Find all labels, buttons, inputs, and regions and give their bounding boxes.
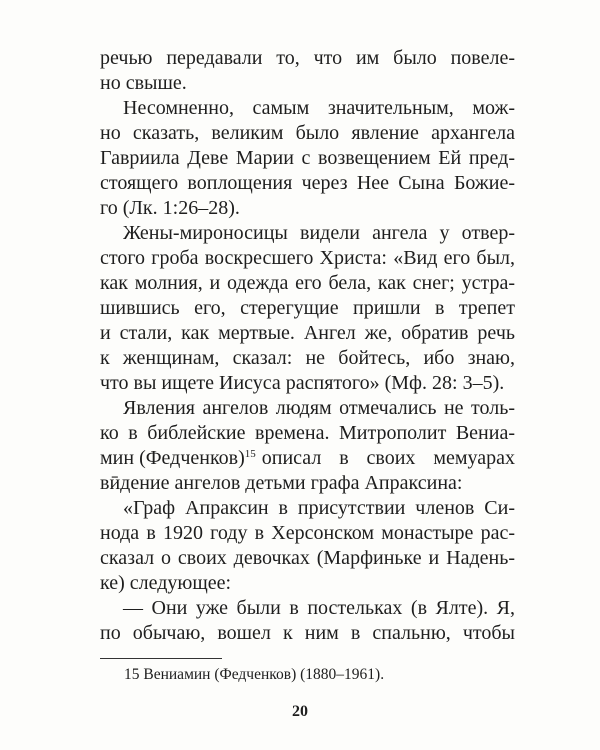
text-line: «Граф Апраксин в присутствии членов Си- (123, 497, 515, 519)
footnote-divider (100, 658, 222, 659)
text-line: ке) следующее: (100, 572, 232, 594)
text-line: стого гроба воскресшего Христа: «Вид его был, (100, 247, 515, 269)
text-line: что вы ищете Иисуса распятого» (Мф. 28: 3–5). (100, 372, 505, 394)
text-line: Жены-мироносицы видели ангела у отвер- (123, 222, 515, 244)
text-line: шившись его, стерегущие пришли в трепет (100, 297, 515, 319)
footnote: 15 Вениамин (Федченков) (1880–1961). (124, 666, 385, 683)
text-line: Гавриила Деве Марии с возвещением Ей пред- (100, 147, 515, 169)
text-line: нода в 1920 году в Херсонском монастыре рас- (100, 522, 515, 544)
text-line: к женщинам, сказал: не бойтесь, ибо знаю, (100, 347, 515, 369)
text-line: речью передавали то, что им было повеле- (100, 47, 515, 69)
text-line: но свыше. (100, 72, 187, 94)
text-line: вӣдение ангелов детьми графа Апраксина: (100, 472, 463, 494)
text-line: — Они уже были в постельках (в Ялте). Я, (123, 597, 515, 619)
text-line: ко в библейские времена. Митрополит Вениа- (100, 422, 515, 444)
text-line (100, 446, 515, 471)
text-line: по обычаю, вошел к ним в спальню, чтобы (100, 622, 515, 644)
text-line: стоящего воплощения через Нее Сына Божие- (100, 172, 515, 194)
text-line: Явления ангелов людям отмечались не толь- (123, 397, 515, 419)
text-line: Несомненно, самым значительным, мож- (123, 97, 515, 119)
footnote-ref[interactable]: 15 (244, 448, 256, 460)
text-line: и стали, как мертвые. Ангел же, обратив речь (100, 322, 515, 344)
text-segment: мин (Федченков) (100, 447, 245, 469)
text-line: как молния, и одежда его бела, как снег; устра- (100, 272, 515, 294)
text-line: го (Лк. 1:26–28). (100, 197, 240, 219)
text-line: сказал о своих девочках (Марфиньке и Надень- (100, 547, 515, 569)
page-number: 20 (292, 703, 308, 720)
text-line: но сказать, великим было явление архангела (100, 122, 515, 144)
body-text (100, 46, 515, 646)
text-segment: описал в своих мемуарах (261, 447, 515, 469)
